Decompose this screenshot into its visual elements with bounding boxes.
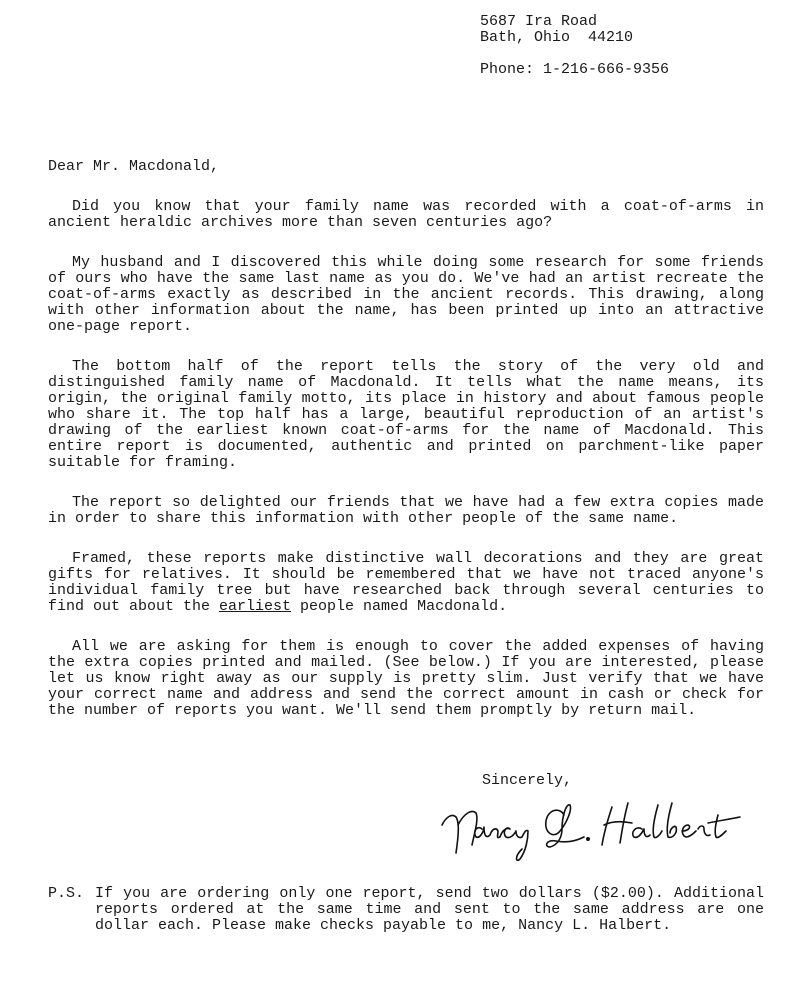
paragraph-5 xyxy=(48,551,764,615)
postscript-label: P.S. xyxy=(48,885,85,902)
postscript xyxy=(48,886,764,934)
paragraph-1: Did you know that your family name was recorded with a coat-of-arms in ancient heraldic archives more than seven centuries ago? xyxy=(48,198,764,231)
address-city: Bath, Ohio 44210 xyxy=(480,29,634,46)
paragraph-6: All we are asking for them is enough to cover the added expenses of having the extra copies printed and mailed. (See below.) If you are interested, please let us know right away as our supply is pretty slim. Just verify that we have your correct name and address and send the correct amount in cash or check for the number of reports you want. We'll send them promptly by return mail. xyxy=(48,638,764,719)
handwritten-signature xyxy=(436,795,746,865)
postscript-text: If you are ordering only one report, send two dollars ($2.00). Additional reports ordered at the same time and sent to the same address are one dollar each. Please make checks payable to me, Nancy L. Halbert. xyxy=(95,885,764,934)
sender-address xyxy=(480,14,669,78)
paragraph-5-text-a: Framed, these reports make distinctive wall decorations and they are great gifts for relatives. It should be remembered that we have not traced anyone's individual family tree but have researched back through several centuries to find out about the xyxy=(48,550,764,615)
address-street: 5687 Ira Road xyxy=(480,13,598,30)
address-phone: Phone: 1-216-666-9356 xyxy=(480,61,670,78)
paragraph-2: My husband and I discovered this while doing some research for some friends of ours who have the same last name as you do. We've had an artist recreate the coat-of-arms exactly as described in the ancient records. This drawing, along with other information about the name, has been printed up into an attractive one-page report. xyxy=(48,254,764,335)
paragraph-3: The bottom half of the report tells the story of the very old and distinguished family name of Macdonald. It tells what the name means, its origin, the original family motto, its place in history and about famous people who share it. The top half has a large, beautiful reproduction of an artist's drawing of the earliest known coat-of-arms for the name of Macdonald. This entire report is documented, authentic and printed on parchment-like paper suitable for framing. xyxy=(48,358,764,471)
closing: Sincerely, xyxy=(482,772,573,789)
paragraph-4: The report so delighted our friends that we have had a few extra copies made in order to share this information with other people of the same name. xyxy=(48,494,764,527)
letter-body xyxy=(48,199,764,743)
paragraph-5-underlined: earliest xyxy=(219,598,292,615)
paragraph-5-text-b: people named Macdonald. xyxy=(291,598,508,615)
salutation: Dear Mr. Macdonald, xyxy=(48,158,220,175)
